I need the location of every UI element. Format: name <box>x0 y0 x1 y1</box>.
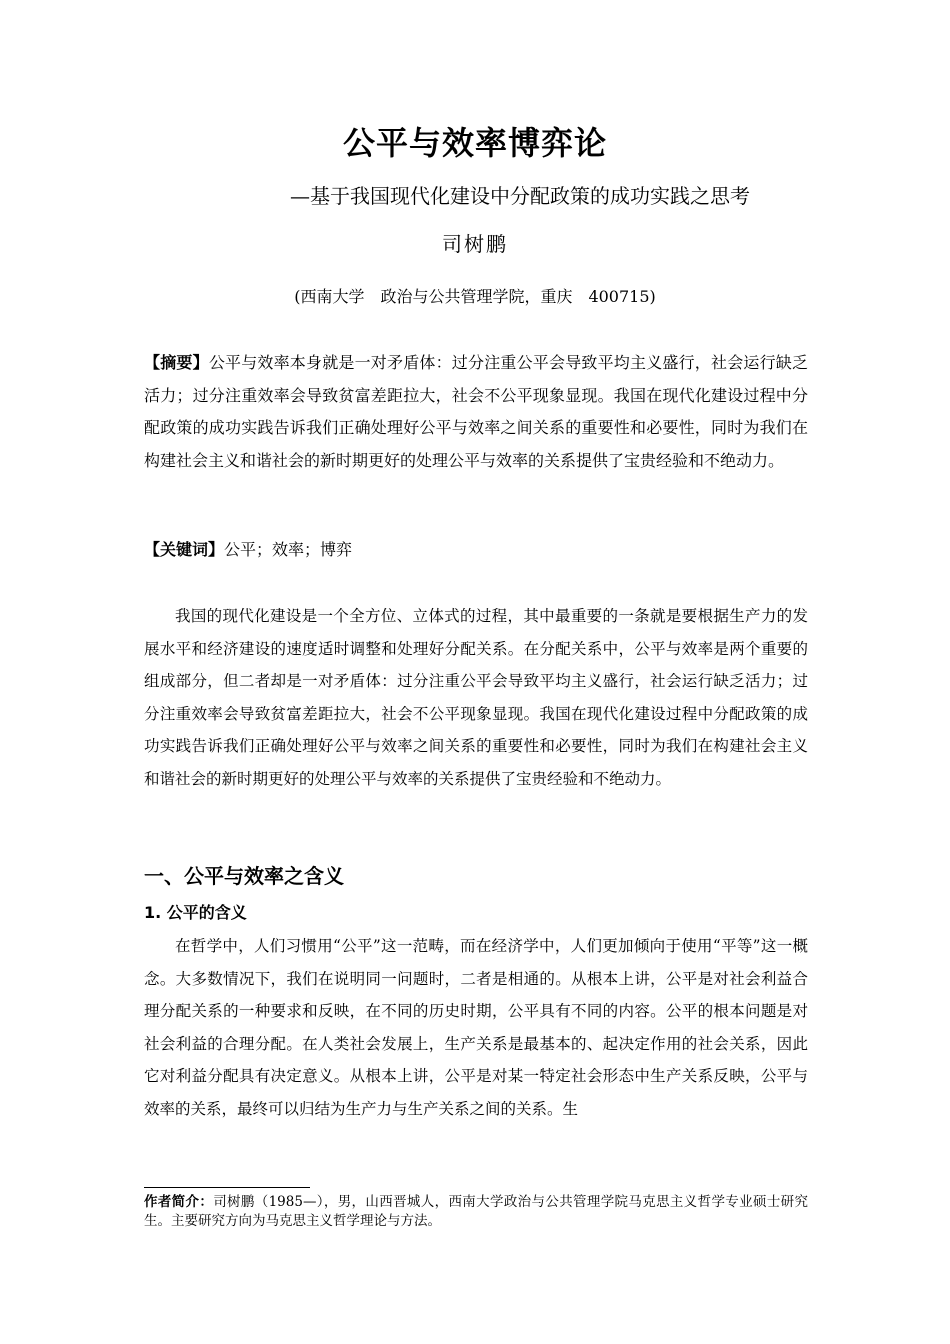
keywords-text: 公平；效率；博弈 <box>224 540 353 559</box>
keywords <box>144 534 808 567</box>
intro-paragraph: 我国的现代化建设是一个全方位、立体式的过程，其中最重要的一条就是要根据生产力的发展水平和经济建设的速度适时调整和处理好分配关系。在分配关系中，公平与效率是两个重要的组成部分，但二者却是一对矛盾体：过分注重公平会导致平均主义盛行，社会运行缺乏活力；过分注重效率会导致贫富差距拉大，社会不公平现象显现。我国在现代化建设过程中分配政策的成功实践告诉我们正确处理好公平与效率之间关系的重要性和必要性，同时为我们在构建社会主义和谐社会的新时期更好的处理公平与效率的关系提供了宝贵经验和不绝动力。 <box>144 607 808 788</box>
footnote-label: 作者简介： <box>144 1194 214 1210</box>
author-affiliation: (西南大学 政治与公共管理学院，重庆 400715) <box>294 287 656 306</box>
paper-title: 公平与效率博弈论 <box>342 124 607 162</box>
body-paragraph: 在哲学中，人们习惯用“公平”这一范畴，而在经济学中，人们更加倾向于使用“平等”这一概念。大多数情况下，我们在说明同一问题时，二者是相通的。从根本上讲，公平是对社会利益合理分配关系的一种要求和反映，在不同的历史时期，公平具有不同的内容。公平的根本问题是对社会利益的合理分配。在人类社会发展上，生产关系是最基本的、起决定作用的社会关系，因此它对利益分配具有决定意义。从根本上讲，公平是对某一特定社会形态中生产关系反映，公平与效率的关系，最终可以归结为生产力与生产关系之间的关系。生 <box>144 937 808 1118</box>
abstract <box>144 347 808 477</box>
section-heading: 一、公平与效率之含义 <box>144 864 344 888</box>
footnote-text: 司树鹏（1985—），男，山西晋城人，西南大学政治与公共管理学院马克思主义哲学专业硕士研究生。主要研究方向为马克思主义哲学理论与方法。 <box>144 1194 809 1229</box>
paper-subtitle: —基于我国现代化建设中分配政策的成功实践之思考 <box>290 184 750 208</box>
footnote <box>144 1193 808 1231</box>
footnote-divider <box>144 1187 310 1188</box>
author-name: 司树鹏 <box>442 232 508 256</box>
abstract-text: 公平与效率本身就是一对矛盾体：过分注重公平会导致平均主义盛行，社会运行缺乏活力；过分注重效率会导致贫富差距拉大，社会不公平现象显现。我国在现代化建设过程中分配政策的成功实践告诉我们正确处理好公平与效率之间关系的重要性和必要性，同时为我们在构建社会主义和谐社会的新时期更好的处理公平与效率的关系提供了宝贵经验和不绝动力。 <box>144 353 808 470</box>
abstract-label: 【摘要】 <box>144 353 209 372</box>
subsection-heading: 1. 公平的含义 <box>144 903 247 922</box>
keywords-label: 【关键词】 <box>144 540 225 559</box>
